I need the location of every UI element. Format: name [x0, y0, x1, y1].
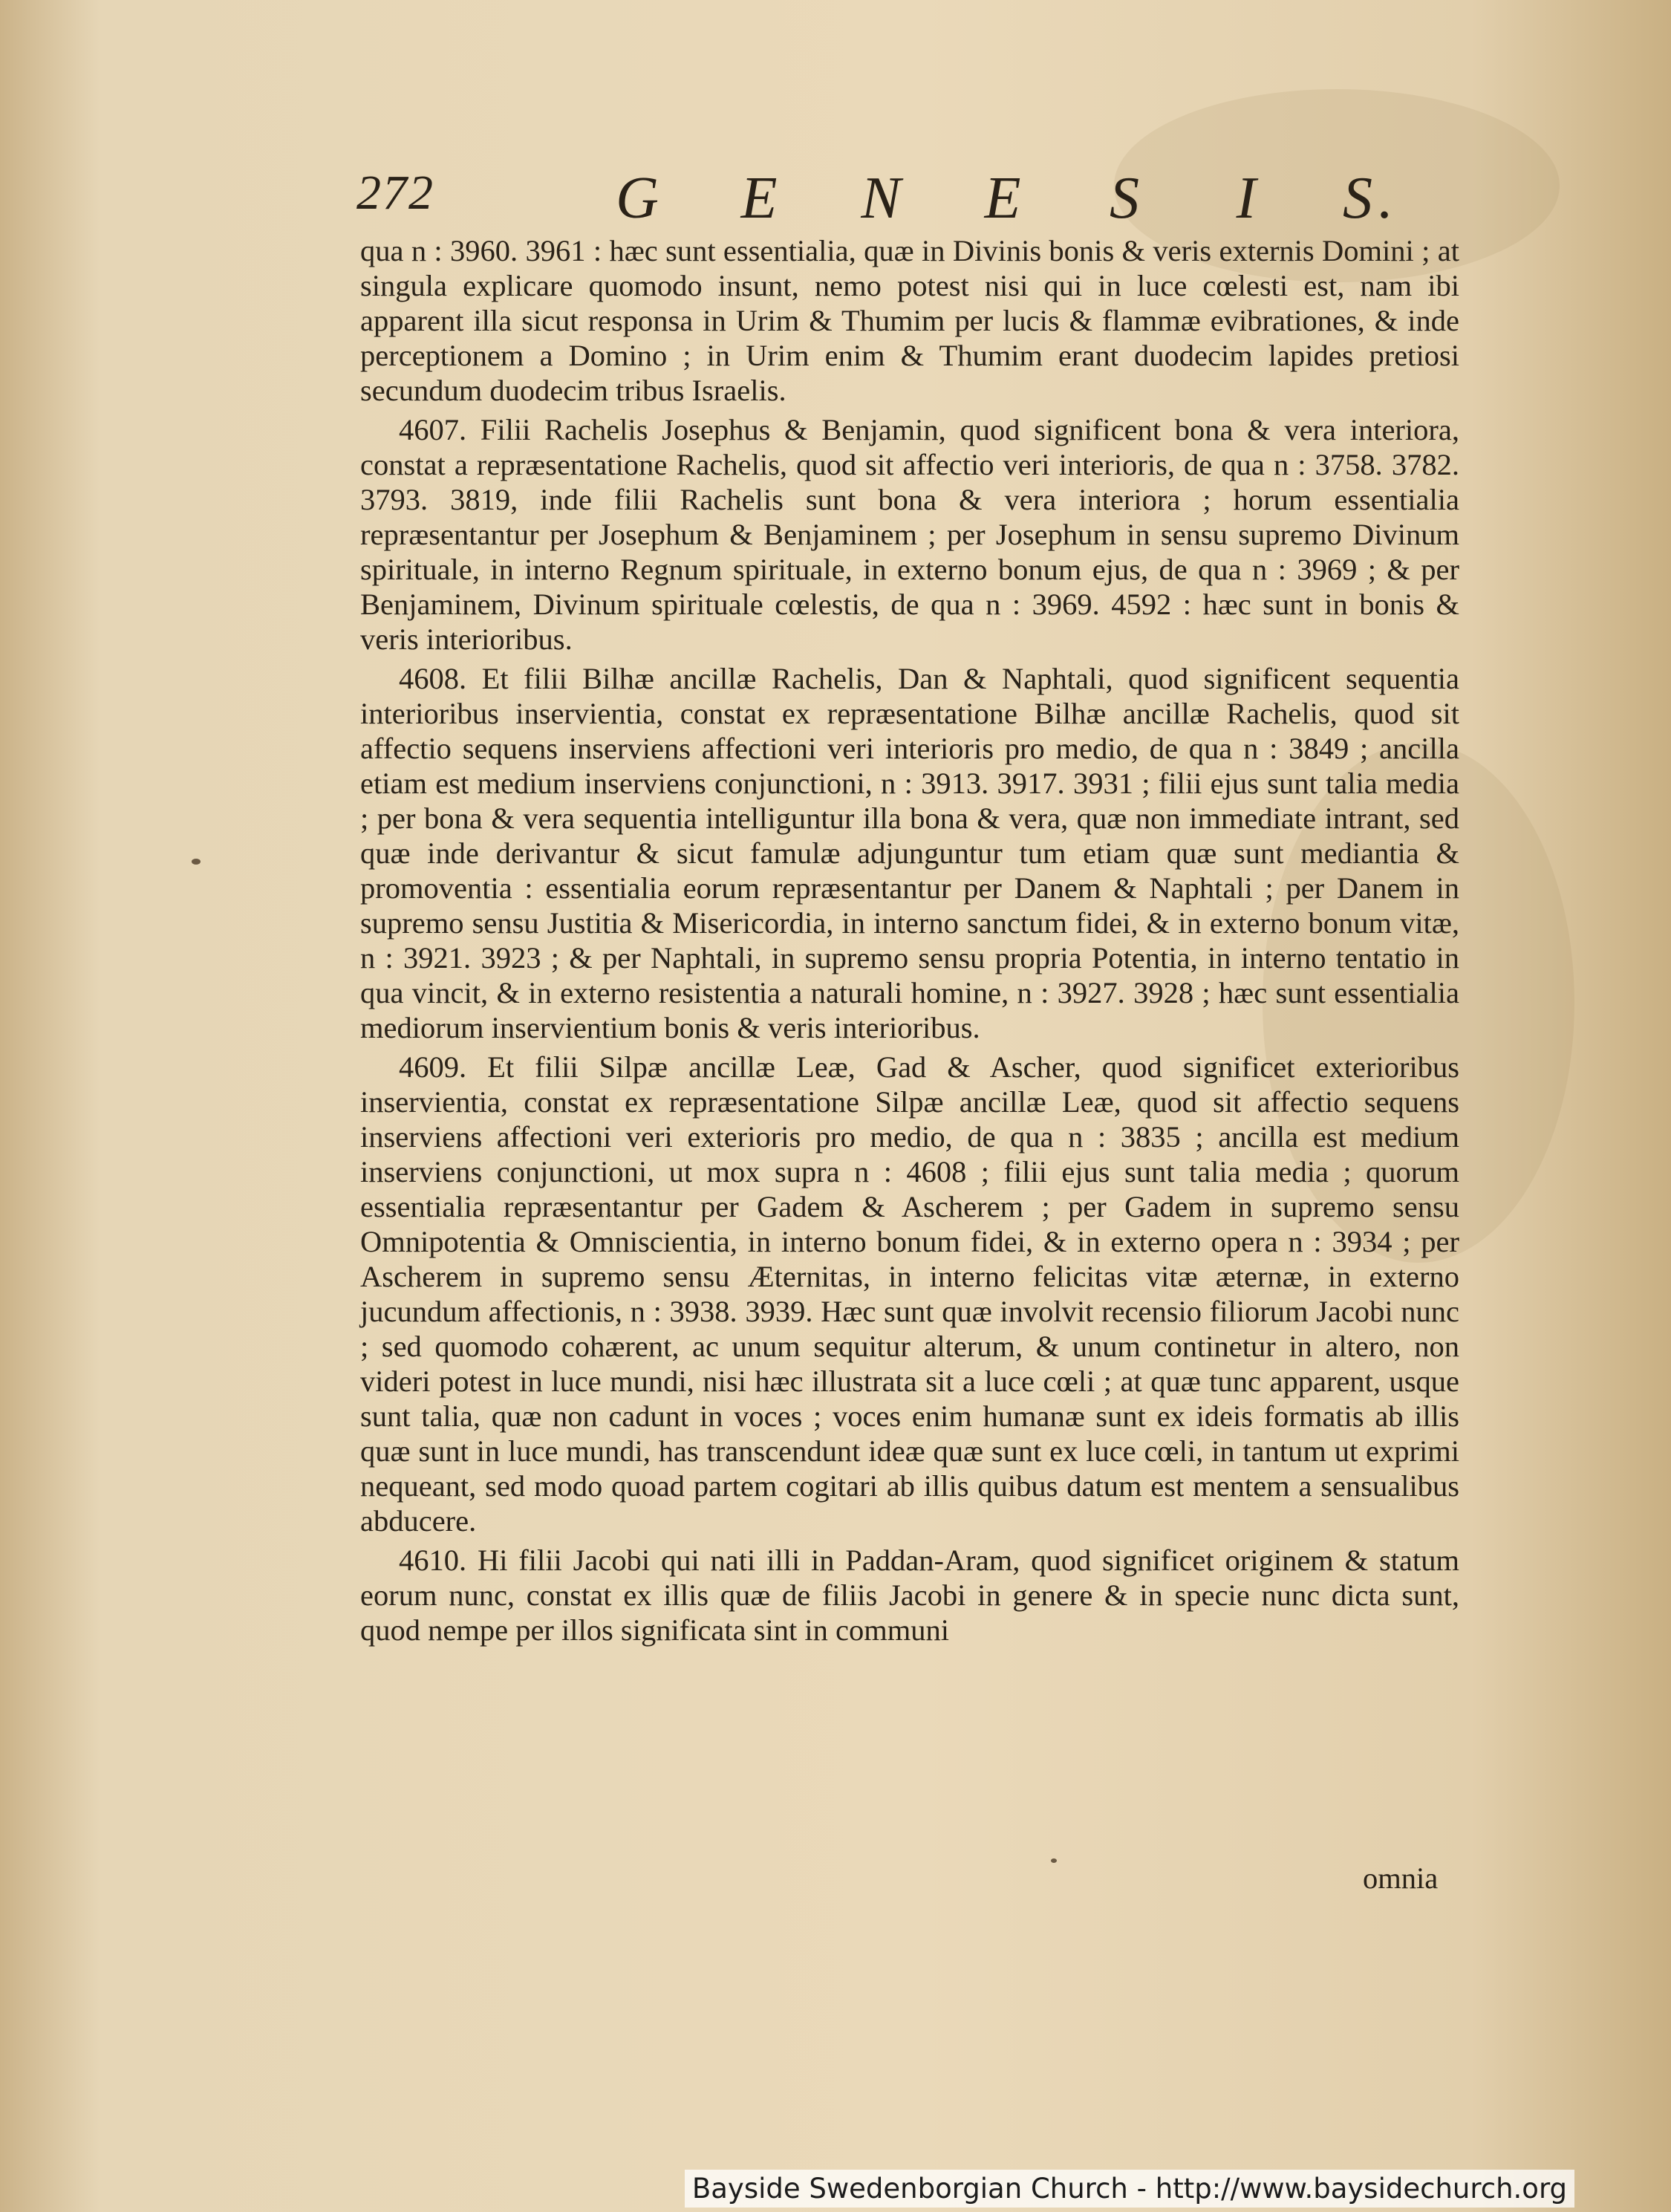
watermark-text: Bayside Swedenborgian Church - http://www.baysidechurch.org — [685, 2170, 1574, 2208]
title-letter: S. — [1343, 166, 1399, 231]
paragraph-4608: 4608. Et filii Bilhæ ancillæ Rachelis, Dan & Naphtali, quod significent sequentia interioribus inservientia, constat ex repræsentatione Bilhæ ancillæ Rachelis, quod sit affectio sequens inserviens affectioni veri interioris pro medio, de qua n : 3849 ; ancilla etiam est medium inserviens conjunctioni, n : 3913. 3917. 3931 ; filii ejus sunt talia media ; per bona & vera sequentia intelliguntur illa bona & vera, quæ non immediate intrant, sed quæ inde derivantur & sicut famulæ adjunguntur tum etiam quæ sunt mediantia & promoventia : essentialia eorum repræsentantur per Danem & Naphtali ; per Danem in supremo sensu Justitia & Misericordia, in interno sanctum fidei, & in externo bonum vitæ, n : 3921. 3923 ; & per Naphtali, in supremo sensu propria Potentia, in interno tentatio in qua vincit, & in externo resistentia a naturali homine, n : 3927. 3928 ; hæc sunt essentialia mediorum inservientium bonis & veris interioribus. — [360, 662, 1459, 1044]
title-letter: S — [1110, 166, 1145, 231]
page-number: 272 — [356, 166, 434, 220]
body-text — [360, 233, 1459, 1652]
paragraph-continuation: qua n : 3960. 3961 : hæc sunt essentialia, quæ in Divinis bonis & veris externis Domini ; at singula explicare quomodo insunt, nemo potest nisi qui in luce cœlesti est, nam ibi apparent illa sicut responsa in Urim & Thumim per lucis & flammæ evibrationes, & inde perceptionem a Domino ; in Urim enim & Thumim erant duodecim lapides pretiosi secundum duodecim tribus Israelis. — [360, 234, 1459, 407]
page-header — [356, 165, 1470, 239]
title-letter: E — [740, 166, 784, 231]
ink-spot — [1051, 1858, 1057, 1863]
title-letter: E — [984, 166, 1027, 231]
title-letter: N — [861, 166, 907, 231]
watermark-bar — [0, 2164, 1671, 2212]
paragraph-4607: 4607. Filii Rachelis Josephus & Benjamin, quod significent bona & vera interiora, constat a repræsentatione Rachelis, quod sit affectio veri interioris, de qua n : 3758. 3782. 3793. 3819, inde filii Rachelis sunt bona & vera interiora ; horum essentialia repræsentantur per Josephum & Benjaminem ; per Josephum in sensu supremo Divinum spirituale, in interno Regnum spirituale, in externo bonum ejus, de qua n : 3969 ; & per Benjaminem, Divinum spirituale cœlestis, de qua n : 3969. 4592 : hæc sunt in bonis & veris interioribus. — [360, 413, 1459, 656]
title-letter: I — [1236, 166, 1263, 231]
paragraph-4610: 4610. Hi filii Jacobi qui nati illi in Paddan-Aram, quod significet originem & statum eorum nunc, constat ex illis quæ de filiis Jacobi in genere & in specie nunc dicta sunt, quod nempe per illos significata sint in communi — [360, 1543, 1459, 1647]
ink-spot — [192, 859, 201, 865]
running-title — [579, 165, 1456, 232]
catchword: omnia — [1363, 1861, 1439, 1895]
title-letter: G — [616, 166, 665, 231]
paragraph-4609: 4609. Et filii Silpæ ancillæ Leæ, Gad & Ascher, quod significet exterioribus inservientia, constat ex repræsentatione Silpæ ancillæ Leæ, quod sit affectio sequens inserviens affectioni veri exterioris pro medio, de qua n : 3835 ; ancilla est medium inserviens conjunctioni, ut mox supra n : 4608 ; filii ejus sunt talia media ; quorum essentialia repræsentantur per Gadem & Ascherem ; per Gadem in supremo sensu Omnipotentia & Omniscientia, in interno bonum fidei, & in externo opera n : 3934 ; per Ascherem in supremo sensu Æternitas, in interno felicitas vitæ æternæ, in externo jucundum affectionis, n : 3938. 3939. Hæc sunt quæ involvit recensio filiorum Jacobi nunc ; sed quomodo cohærent, ac unum sequitur alterum, & unum continetur in altero, non videri potest in luce mundi, nisi hæc illustrata sit a luce cœli ; at quæ tunc apparent, usque sunt talia, quæ non cadunt in voces ; voces enim humanæ sunt ex ideis formatis ab illis quæ sunt in luce mundi, has transcendunt ideæ quæ sunt ex luce cœli, in tantum ut exprimi nequeant, sed modo quoad partem cogitari ab illis quibus datum est mentem a sensualibus abducere. — [360, 1050, 1459, 1538]
